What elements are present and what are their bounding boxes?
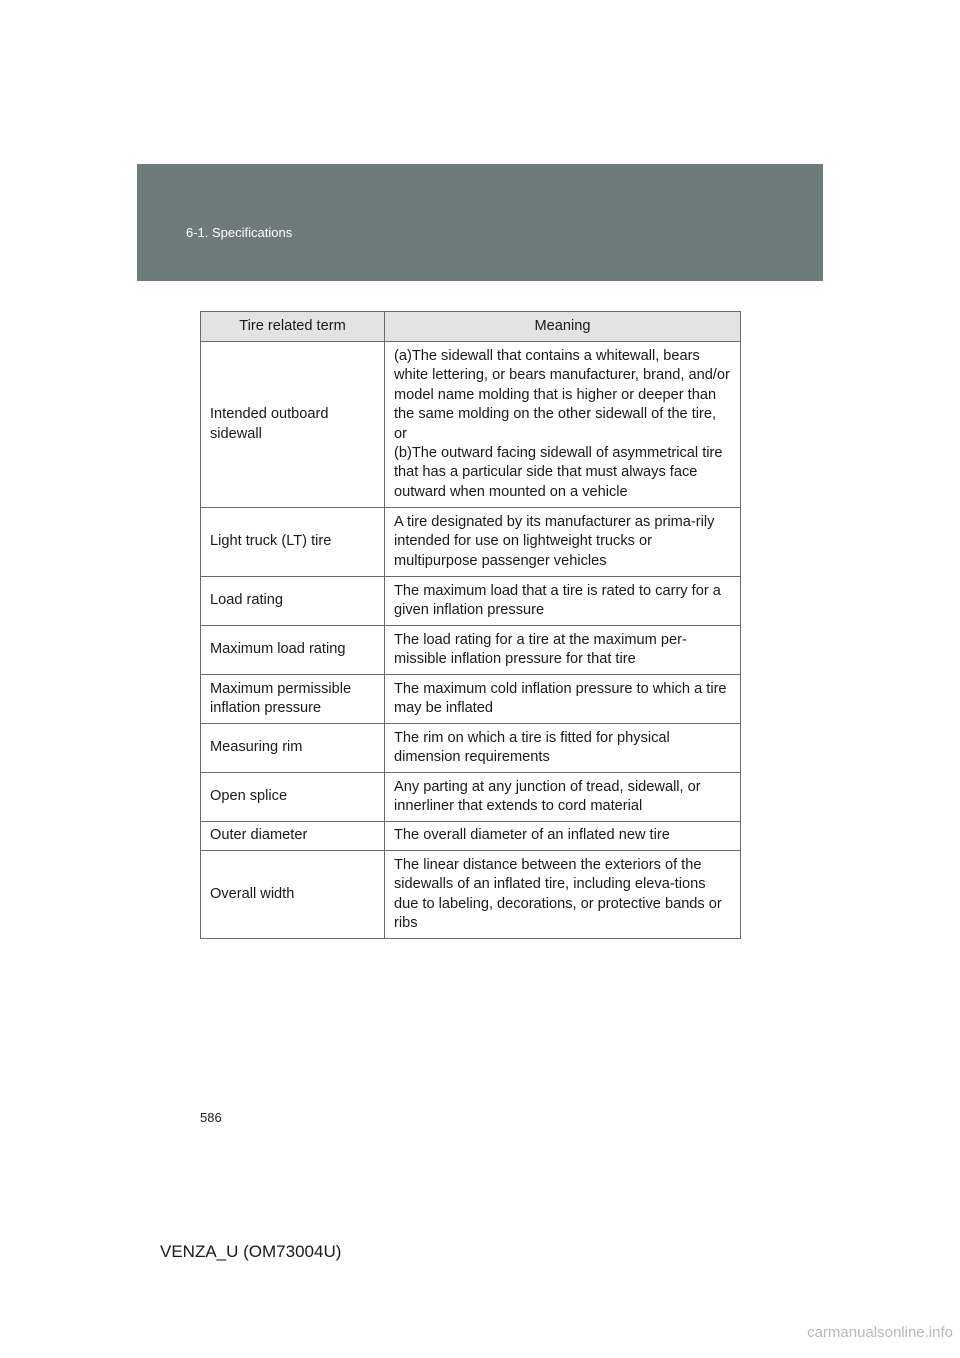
table-row — [201, 773, 741, 822]
term-cell: Maximum permissible inflation pressure — [201, 675, 385, 724]
meaning-cell: A tire designated by its manufacturer as prima-rily intended for use on lightweight trucks or multipurpose passenger vehicles — [385, 508, 741, 577]
term-cell: Open splice — [201, 773, 385, 822]
watermark: carmanualsonline.info — [807, 1324, 953, 1341]
section-header-band — [137, 164, 823, 281]
table-row — [201, 342, 741, 508]
term-cell: Overall width — [201, 851, 385, 939]
meaning-cell: Any parting at any junction of tread, sidewall, or innerliner that extends to cord material — [385, 773, 741, 822]
table-row — [201, 724, 741, 773]
meaning-cell: The maximum load that a tire is rated to carry for a given inflation pressure — [385, 577, 741, 626]
meaning-cell: The overall diameter of an inflated new tire — [385, 822, 741, 851]
meaning-cell: The linear distance between the exteriors of the sidewalls of an inflated tire, including eleva-tions due to labeling, decorations, or protective bands or ribs — [385, 851, 741, 939]
meaning-text: (a)The sidewall that contains a whitewall, bears white lettering, or bears manufacturer, brand, and/or model name molding that is higher or deeper than the same molding on the other sidewall of the tire, or (b)The outward facing sidewall of asymmetrical tire that has a particular side that must always face outward when mounted on a vehicle — [394, 347, 730, 500]
term-cell: Measuring rim — [201, 724, 385, 773]
table-row — [201, 577, 741, 626]
column-header-term: Tire related term — [201, 312, 385, 342]
document-code: VENZA_U (OM73004U) — [160, 1242, 342, 1261]
table-row — [201, 675, 741, 724]
table-row — [201, 508, 741, 577]
table-row — [201, 822, 741, 851]
column-header-meaning: Meaning — [385, 312, 741, 342]
tire-terms-table — [200, 311, 741, 939]
table-row — [201, 626, 741, 675]
meaning-cell — [385, 342, 741, 508]
table-row — [201, 851, 741, 939]
term-cell: Maximum load rating — [201, 626, 385, 675]
term-cell: Load rating — [201, 577, 385, 626]
term-cell: Outer diameter — [201, 822, 385, 851]
meaning-cell: The load rating for a tire at the maximum per-missible inflation pressure for that tire — [385, 626, 741, 675]
page-number: 586 — [200, 1110, 222, 1125]
term-cell: Intended outboard sidewall — [201, 342, 385, 508]
meaning-cell: The maximum cold inflation pressure to which a tire may be inflated — [385, 675, 741, 724]
meaning-cell: The rim on which a tire is fitted for physical dimension requirements — [385, 724, 741, 773]
term-cell: Light truck (LT) tire — [201, 508, 385, 577]
table-header-row — [201, 312, 741, 342]
section-title: 6-1. Specifications — [186, 225, 293, 240]
